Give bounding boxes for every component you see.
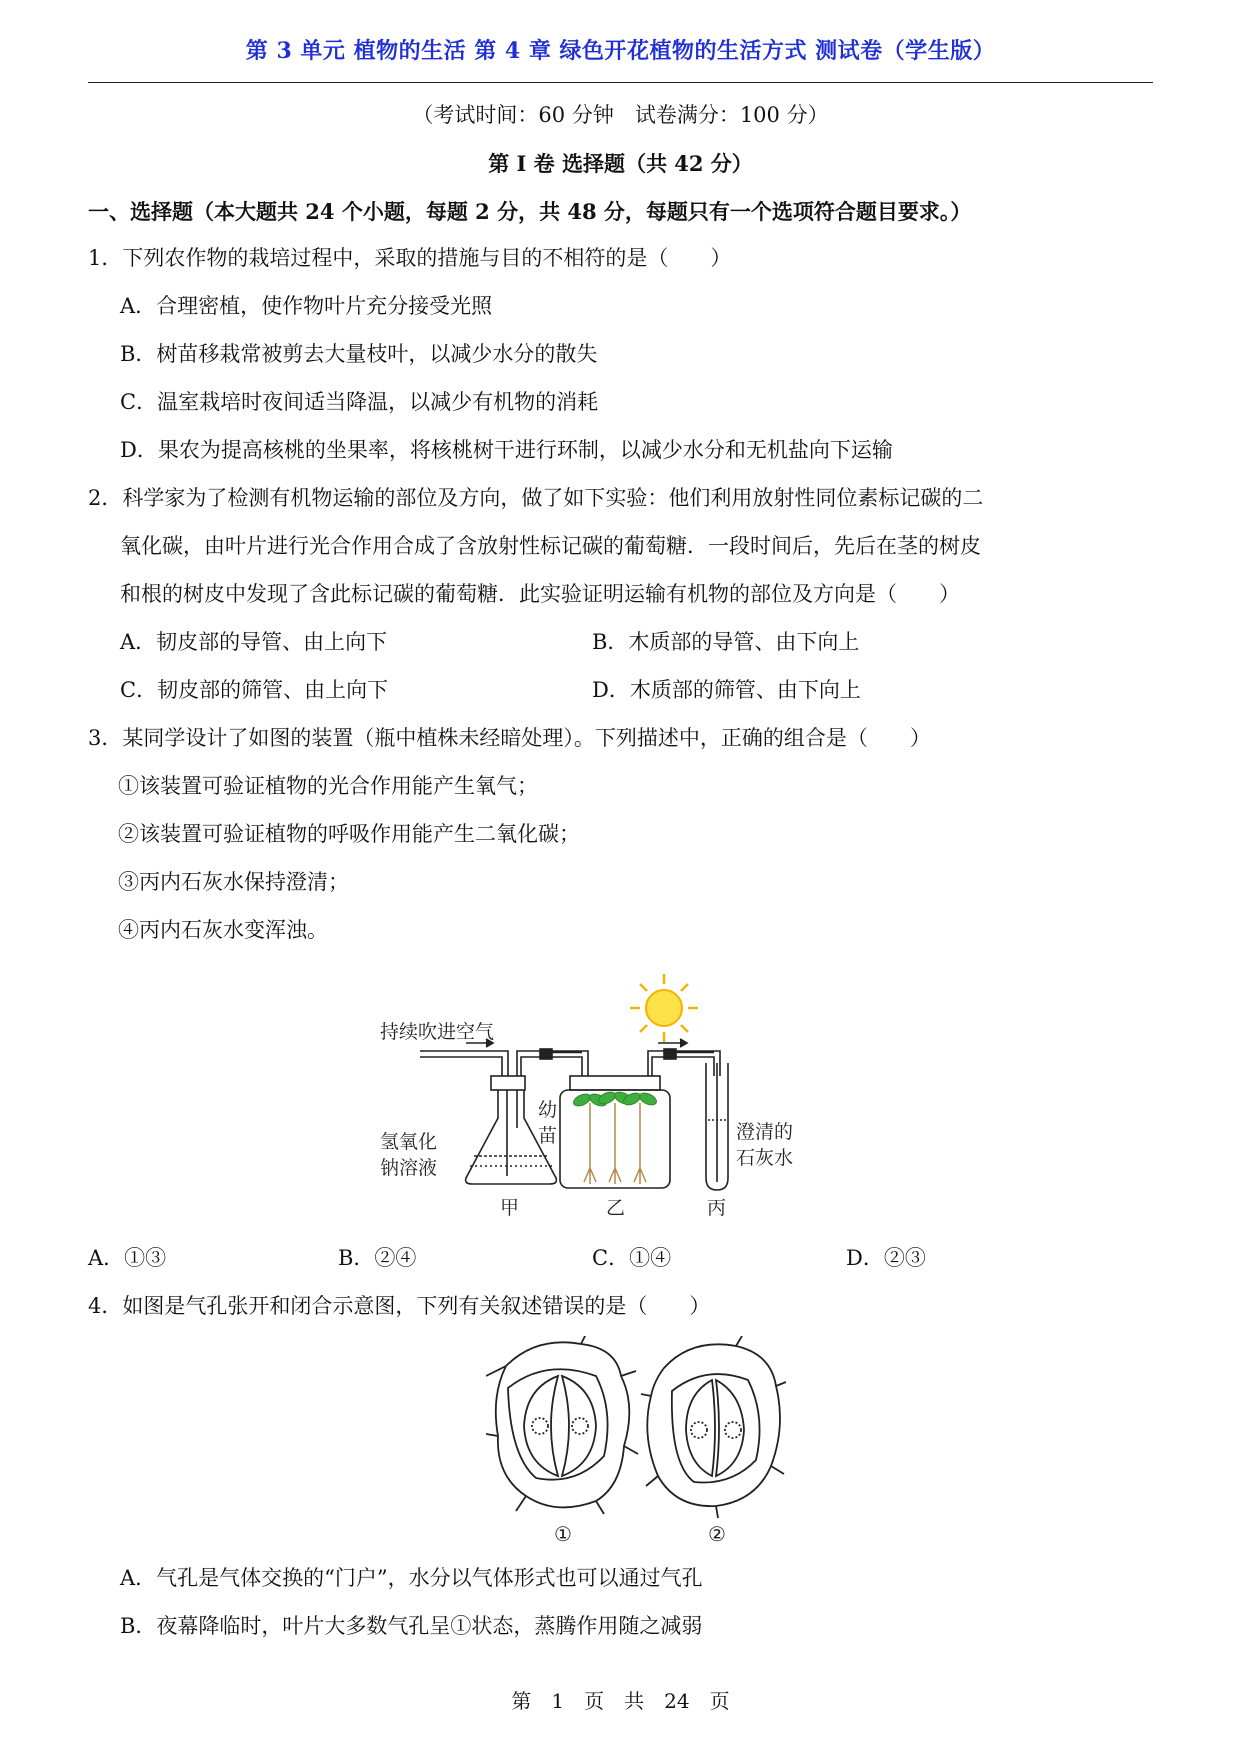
experiment-apparatus-figure xyxy=(380,968,900,1223)
question-3-option-b: B．②④ xyxy=(338,1246,417,1270)
question-1-stem: 1．下列农作物的栽培过程中，采取的措施与目的不相符的是（ ） xyxy=(88,246,732,270)
question-2-option-d: D．木质部的筛管、由下向上 xyxy=(592,678,861,702)
exam-info: （考试时间：60 分钟 试卷满分：100 分） xyxy=(412,103,829,127)
question-2-stem-line-2: 氧化碳，由叶片进行光合作用合成了含放射性标记碳的葡萄糖．一段时间后，先后在茎的树皮 xyxy=(120,534,981,558)
question-3-statement-2: ②该装置可验证植物的呼吸作用能产生二氧化碳； xyxy=(118,822,580,846)
question-3-statement-1: ①该装置可验证植物的光合作用能产生氧气； xyxy=(118,774,538,798)
label-jia: 甲 xyxy=(500,1197,520,1219)
label-seedling-1: 幼 xyxy=(538,1099,558,1121)
question-4-option-a: A．气孔是气体交换的“门户”，水分以气体形式也可以通过气孔 xyxy=(120,1566,703,1590)
part-title: 第 I 卷 选择题（共 42 分） xyxy=(488,151,753,176)
question-3-statement-3: ③丙内石灰水保持澄清； xyxy=(118,870,349,894)
question-3-option-c: C．①④ xyxy=(592,1246,672,1270)
question-1-option-b: B．树苗移栽常被剪去大量枝叶，以减少水分的散失 xyxy=(120,342,598,366)
label-naoh-2: 钠溶液 xyxy=(380,1157,438,1179)
question-2-stem-line-1: 2．科学家为了检测有机物运输的部位及方向，做了如下实验：他们利用放射性同位素标记碳的二 xyxy=(88,486,984,510)
stomata-diagram-figure xyxy=(486,1336,786,1546)
question-2-option-b: B．木质部的导管、由下向上 xyxy=(592,630,860,654)
label-limewater-2: 石灰水 xyxy=(736,1147,794,1169)
label-naoh-1: 氢氧化 xyxy=(380,1131,438,1153)
header-divider xyxy=(88,82,1153,83)
label-stoma-2: ② xyxy=(708,1522,726,1546)
question-3-stem: 3．某同学设计了如图的装置（瓶中植株未经暗处理）。下列描述中，正确的组合是（ ） xyxy=(88,726,931,750)
sun-icon xyxy=(630,974,698,1042)
section-title: 一、选择题（本大题共 24 个小题，每题 2 分，共 48 分，每题只有一个选项符合题目要求。） xyxy=(88,199,972,224)
question-3-option-a: A．①③ xyxy=(88,1246,167,1270)
label-continuous-air: 持续吹进空气 xyxy=(380,1021,495,1043)
label-seedling-2: 苗 xyxy=(538,1125,558,1147)
label-stoma-1: ① xyxy=(554,1522,572,1546)
label-bing: 丙 xyxy=(707,1197,727,1219)
question-2-option-c: C．韧皮部的筛管、由上向下 xyxy=(120,678,389,702)
label-limewater-1: 澄清的 xyxy=(736,1121,794,1143)
label-yi: 乙 xyxy=(606,1197,626,1219)
question-2-stem-line-3: 和根的树皮中发现了含此标记碳的葡萄糖．此实验证明运输有机物的部位及方向是（ ） xyxy=(120,582,960,606)
question-3-statement-4: ④丙内石灰水变浑浊。 xyxy=(118,918,328,942)
question-1-option-d: D．果农为提高核桃的坐果率，将核桃树干进行环制，以减少水分和无机盐向下运输 xyxy=(120,438,893,462)
page-footer: 第 1 页 共 24 页 xyxy=(511,1689,730,1713)
question-1-option-a: A．合理密植，使作物叶片充分接受光照 xyxy=(120,294,493,318)
question-1-option-c: C．温室栽培时夜间适当降温，以减少有机物的消耗 xyxy=(120,390,599,414)
document-header-title: 第 3 单元 植物的生活 第 4 章 绿色开花植物的生活方式 测试卷（学生版） xyxy=(245,38,996,64)
question-2-option-a: A．韧皮部的导管、由上向下 xyxy=(120,630,388,654)
question-4-stem: 4．如图是气孔张开和闭合示意图，下列有关叙述错误的是（ ） xyxy=(88,1294,711,1318)
question-3-option-d: D．②③ xyxy=(846,1246,926,1270)
question-4-option-b: B．夜幕降临时，叶片大多数气孔呈①状态，蒸腾作用随之减弱 xyxy=(120,1614,703,1638)
